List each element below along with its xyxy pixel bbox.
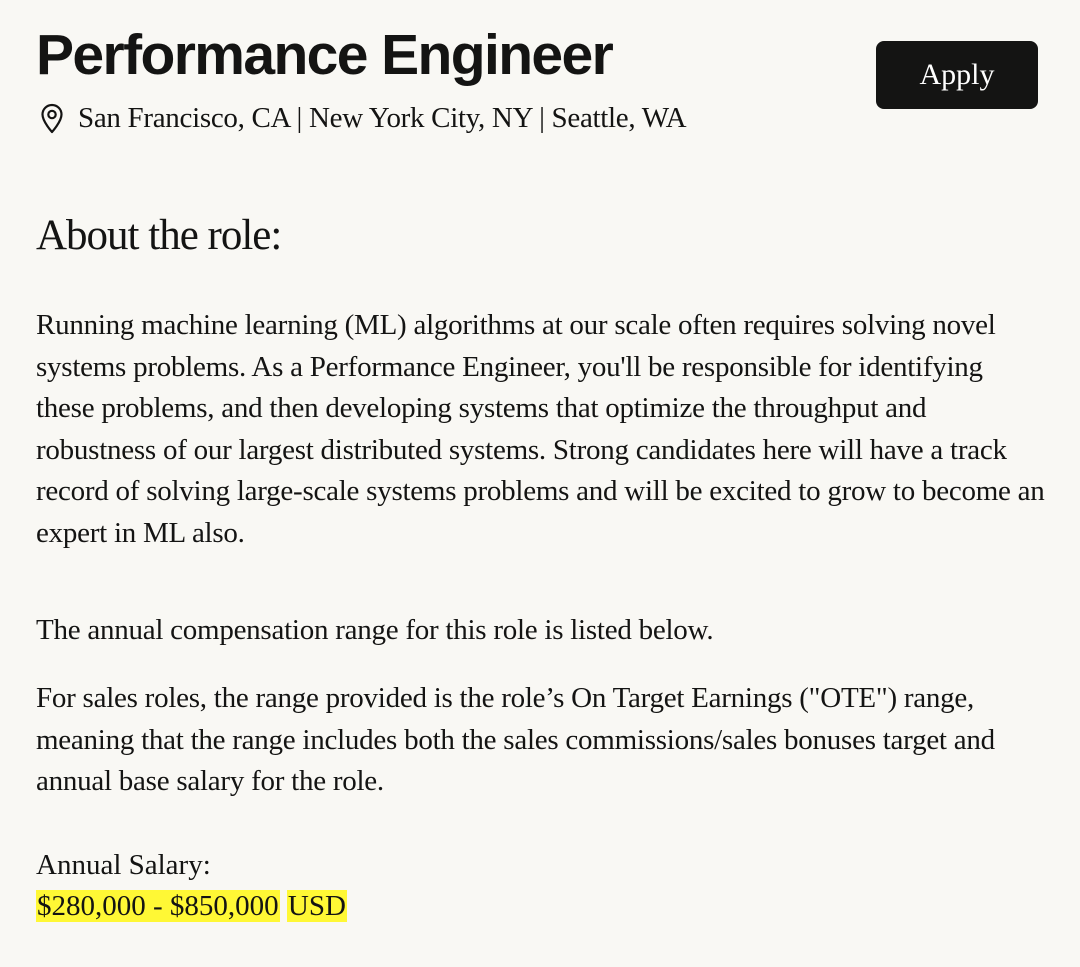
location-pin-icon	[38, 102, 66, 134]
annual-salary-label: Annual Salary:	[36, 849, 211, 881]
job-title: Performance Engineer	[36, 23, 613, 87]
apply-button[interactable]: Apply	[876, 41, 1038, 109]
section-heading-about-role: About the role:	[36, 212, 282, 259]
job-locations: San Francisco, CA | New York City, NY | Seattle, WA	[78, 101, 687, 134]
sales-ote-paragraph: For sales roles, the range provided is the role’s On Target Earnings ("OTE") range, meaning that the range includes both the sales commissions/sales bonuses target and annual base salary for the role.	[36, 682, 995, 797]
compensation-note-paragraph: The annual compensation range for this role is listed below.	[36, 614, 714, 646]
annual-salary-value	[36, 886, 347, 927]
location-row	[38, 98, 686, 138]
salary-currency-highlight: USD	[287, 890, 346, 922]
salary-range-highlight: $280,000 - $850,000	[37, 890, 279, 922]
role-description-paragraph: Running machine learning (ML) algorithms at our scale often requires solving novel systems problems. As a Performance Engineer, you'll be responsible for identifying these problems, and then developing systems that optimize the throughput and robustness of our largest distributed systems. Strong candidates here will have a track record of solving large-scale systems problems and will be excited to grow to become an expert in ML also.	[36, 309, 1045, 549]
